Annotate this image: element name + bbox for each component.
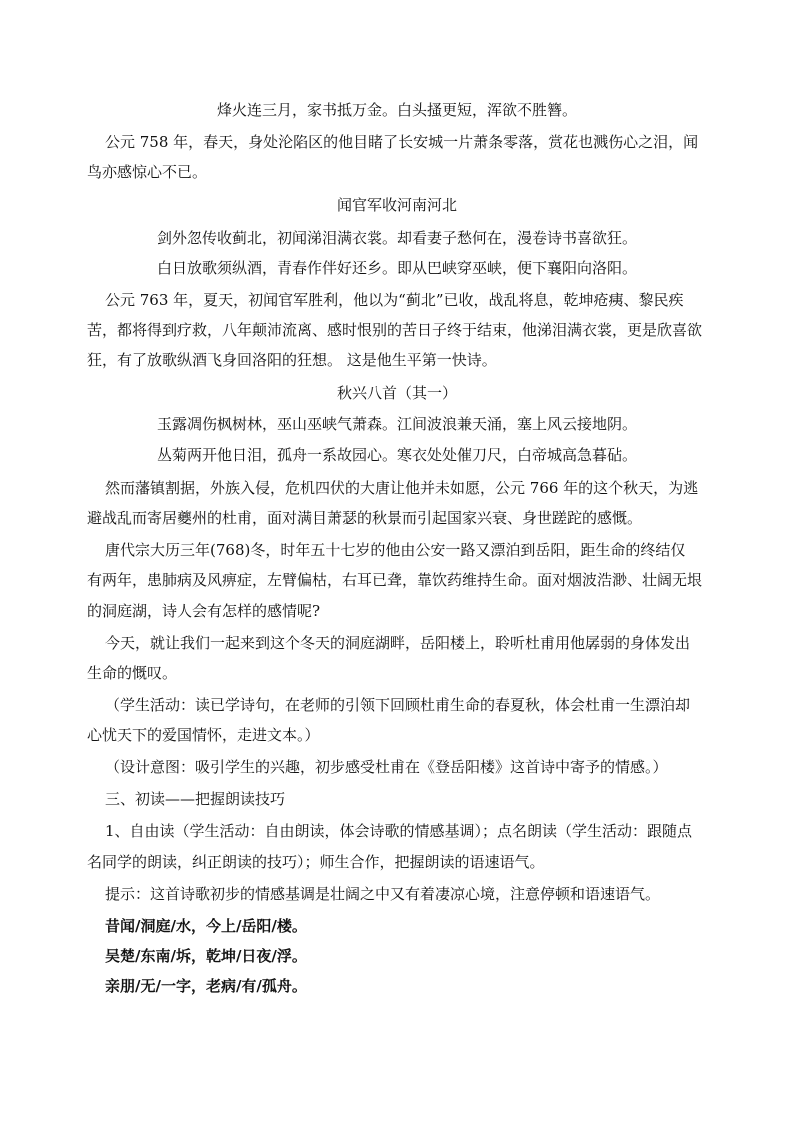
paragraph-line: 有两年，患肺病及风痹症，左臂偏枯，右耳已聋，靠饮药维持生命。面对烟波浩渺、壮阔无垠 [87, 571, 703, 589]
paragraph-line: 的洞庭湖，诗人会有怎样的感情呢? [87, 602, 321, 620]
activity-note: 心忧天下的爱国情怀，走进文本。） [87, 726, 320, 744]
poem-line: 烽火连三月，家书抵万金。白头搔更短，浑欲不胜簪。 [216, 101, 577, 119]
paragraph-line: 公元 758 年，春天，身处沦陷区的他目睹了长安城一片萧条零落，赏花也溅伤心之泪，闻 [105, 133, 699, 151]
paragraph-line: 名同学的朗读，纠正朗读的技巧）；师生合作，把握朗读的语速语气。 [87, 853, 545, 871]
reading-pause-line: 昔闻/洞庭/水，今上/岳阳/楼。 [105, 917, 307, 935]
poem-line: 剑外忽传收蓟北，初闻涕泪满衣裳。却看妻子愁何在，漫卷诗书喜欲狂。 [156, 229, 637, 247]
paragraph-line: 狂，有了放歌纵酒飞身回洛阳的狂想。 这是他生平第一快诗。 [87, 351, 497, 369]
paragraph-line: 鸟亦感惊心不已。 [87, 163, 208, 181]
poem-title: 闻官军收河南河北 [336, 196, 457, 214]
paragraph-line: 避战乱而寄居夔州的杜甫，面对满目萧瑟的秋景而引起国家兴衰、身世蹉跎的感慨。 [87, 509, 643, 527]
reading-pause-line: 吴楚/东南/坼，乾坤/日夜/浮。 [105, 947, 307, 965]
design-intent-note: （设计意图：吸引学生的兴趣，初步感受杜甫在《登岳阳楼》这首诗中寄予的情感。） [105, 758, 668, 776]
activity-note: （学生活动：读已学诗句，在老师的引领下回顾杜甫生命的春夏秋，体会杜甫一生漂泊却 [105, 696, 691, 714]
section-heading: 三、初读——把握朗读技巧 [105, 790, 286, 808]
poem-line: 玉露凋伤枫树林，巫山巫峡气萧森。江间波浪兼天涌，塞上风云接地阴。 [156, 415, 637, 433]
poem-line: 白日放歌须纵酒，青春作伴好还乡。即从巴峡穿巫峡，便下襄阳向洛阳。 [156, 259, 637, 277]
tip-line: 提示：这首诗歌初步的情感基调是壮阔之中又有着凄凉心境，注意停顿和语速语气。 [105, 885, 661, 903]
paragraph-line: 今天，就让我们一起来到这个冬天的洞庭湖畔，岳阳楼上，聆听杜甫用他孱弱的身体发出 [105, 634, 691, 652]
paragraph-line: 苦，都将得到疗救，八年颠沛流离、感时恨别的苦日子终于结束，他涕泪满衣裳，更是欣喜欲 [87, 321, 703, 339]
paragraph-line: 然而藩镇割据，外族入侵，危机四伏的大唐让他并未如愿，公元 766 年的这个秋天，为逃 [105, 479, 699, 497]
poem-title: 秋兴八首（其一） [336, 384, 457, 402]
poem-line: 丛菊两开他日泪，孤舟一系故园心。寒衣处处催刀尺，白帝城高急暮砧。 [156, 446, 637, 464]
paragraph-line: 公元 763 年，夏天，初闻官军胜利，他以为“蓟北”已收，战乱将息，乾坤疮痍、黎民疾 [105, 291, 684, 309]
paragraph-line: 唐代宗大历三年(768)冬，时年五十七岁的他由公安一路又漂泊到岳阳，距生命的终结仅 [105, 541, 686, 559]
paragraph-line: 生命的慨叹。 [87, 664, 178, 682]
reading-pause-line: 亲朋/无/一字，老病/有/孤舟。 [105, 977, 307, 995]
paragraph-line: 1、自由读（学生活动：自由朗读，体会诗歌的情感基调）；点名朗读（学生活动：跟随点 [105, 822, 693, 840]
